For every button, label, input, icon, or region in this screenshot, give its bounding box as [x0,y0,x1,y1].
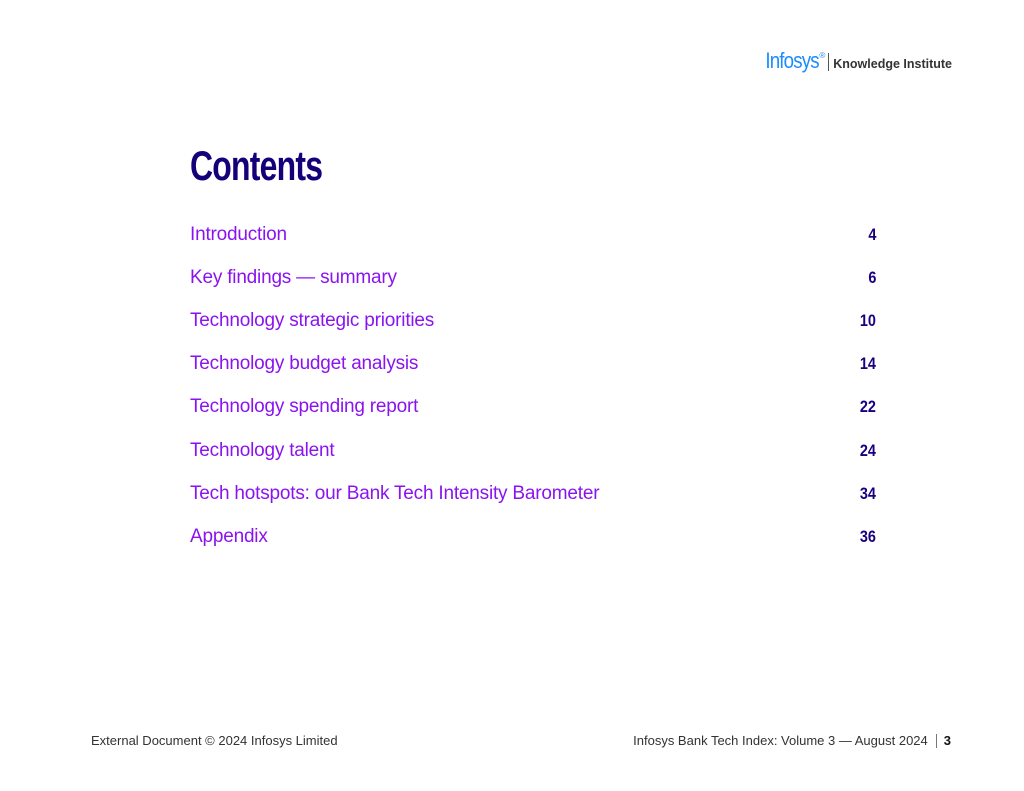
page-title: Contents [190,142,323,189]
toc-item-tech-hotspots[interactable] [190,472,876,515]
toc-item-label[interactable]: Technology talent [190,439,335,461]
toc-item-introduction[interactable] [190,213,876,256]
toc-item-budget-analysis[interactable] [190,343,876,386]
table-of-contents [190,213,876,559]
footer-copyright: External Document © 2024 Infosys Limited [91,733,338,748]
footer-page-number: 3 [943,733,951,748]
footer-publication-title: Infosys Bank Tech Index: Volume 3 — August 2024 [633,733,928,748]
toc-item-technology-talent[interactable] [190,429,876,472]
toc-item-key-findings[interactable] [190,256,876,299]
footer-divider [936,734,937,748]
toc-item-label[interactable]: Appendix [190,525,268,547]
toc-item-appendix[interactable] [190,515,876,558]
toc-item-label[interactable]: Key findings — summary [190,266,397,288]
toc-item-page[interactable]: 10 [859,310,876,330]
logo-brand: Infosys [765,48,819,73]
logo-subtitle: Knowledge Institute [833,57,952,71]
toc-item-page[interactable]: 6 [867,267,876,287]
toc-item-label[interactable]: Tech hotspots: our Bank Tech Intensity Barometer [190,482,600,504]
toc-item-page[interactable]: 22 [859,397,876,417]
toc-item-page[interactable]: 14 [859,354,876,374]
toc-item-label[interactable]: Technology spending report [190,396,419,418]
toc-item-page[interactable]: 24 [859,440,876,460]
logo-divider [828,53,829,71]
toc-item-label[interactable]: Technology budget analysis [190,353,419,375]
logo-registered-mark: ® [819,51,826,60]
toc-item-page[interactable]: 4 [867,224,876,244]
toc-item-label[interactable]: Introduction [190,223,287,245]
infosys-knowledge-institute-logo [756,50,952,72]
toc-item-strategic-priorities[interactable] [190,299,876,342]
toc-item-spending-report[interactable] [190,386,876,429]
footer-publication-info [633,733,951,748]
toc-item-page[interactable]: 34 [859,483,876,503]
toc-item-label[interactable]: Technology strategic priorities [190,309,435,331]
toc-item-page[interactable]: 36 [859,526,876,546]
